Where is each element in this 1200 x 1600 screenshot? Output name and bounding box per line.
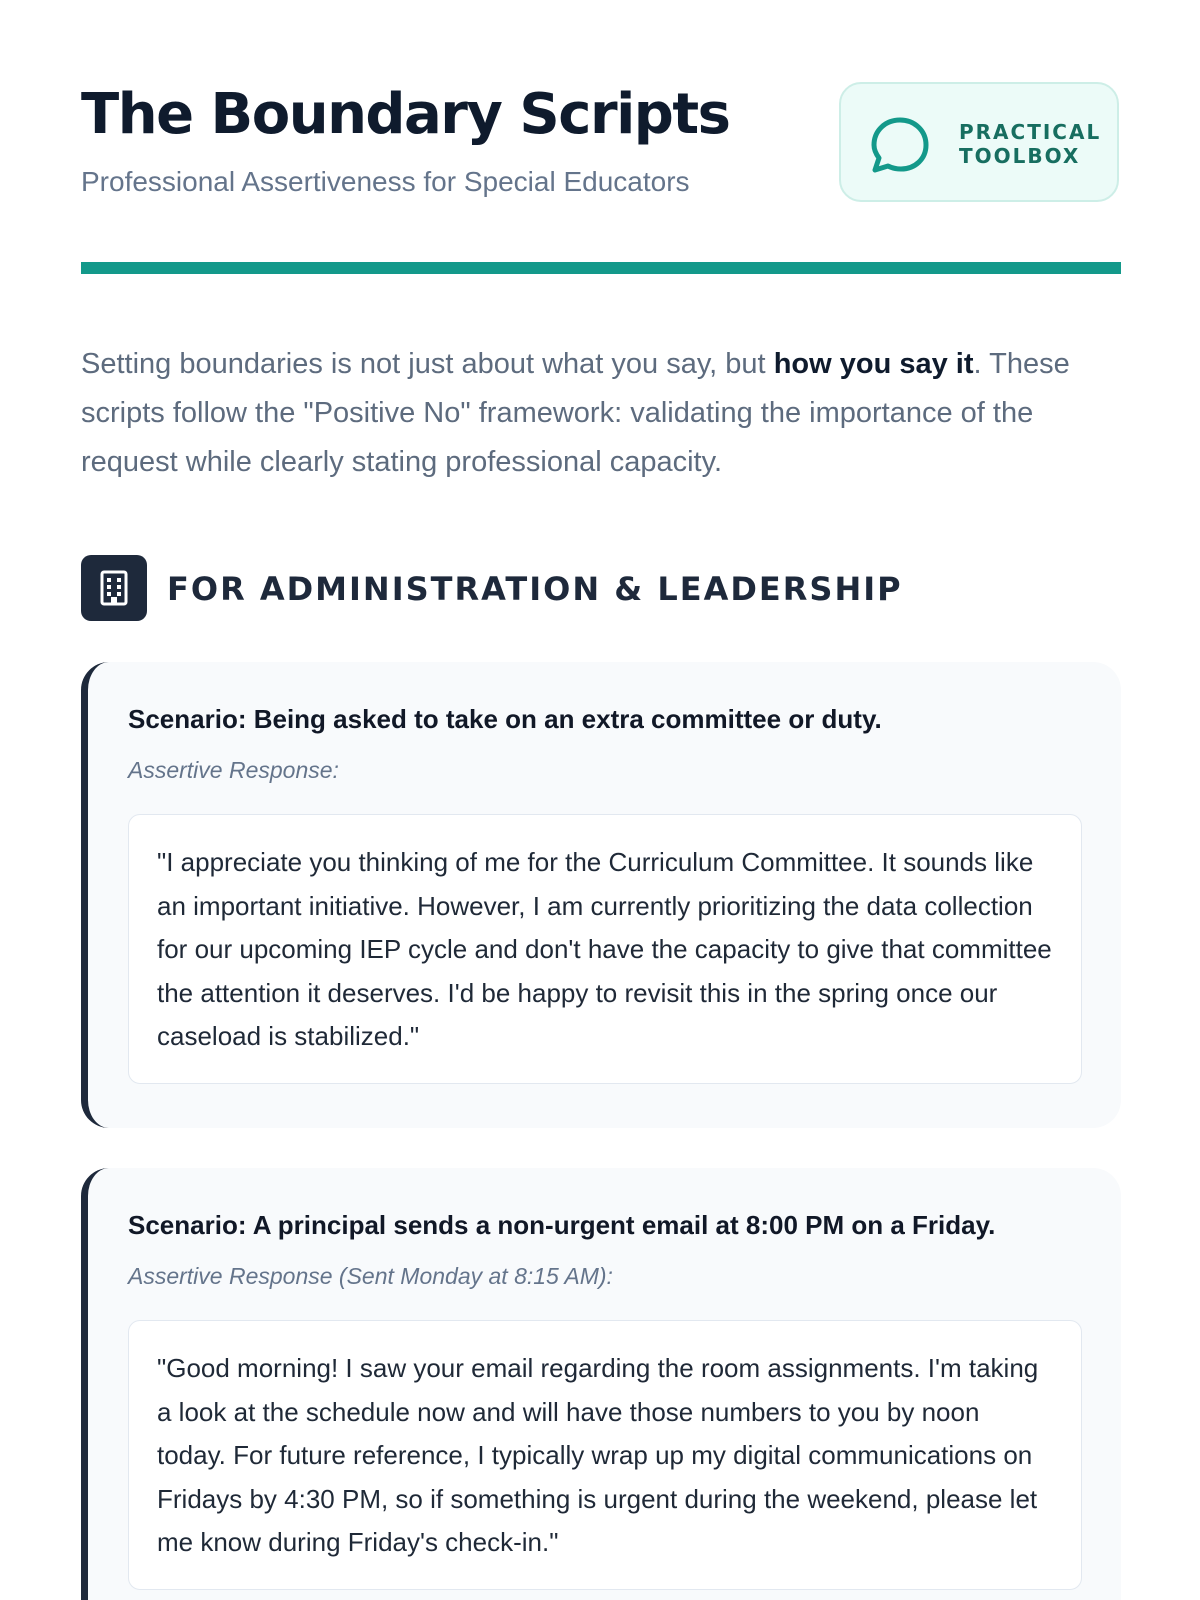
scenario-card (81, 1168, 1121, 1600)
response-label: Assertive Response (Sent Monday at 8:15 AM): (128, 1263, 613, 1289)
response-text: "Good morning! I saw your email regarding the room assignments. I'm taking a look at the schedule now and will have those numbers to you by noon today. For future reference, I typically wrap up my digital communications on Fridays by 4:30 PM, so if something is urgent during the weekend, please let me know during Friday's check-in." (157, 1353, 1039, 1557)
scenario-title: Scenario: A principal sends a non-urgent email at 8:00 PM on a Friday. (128, 1210, 996, 1240)
practical-toolbox-badge (839, 82, 1119, 202)
intro-paragraph (81, 340, 1121, 487)
page-subtitle: Professional Assertiveness for Special Educators (81, 166, 690, 197)
intro-emphasis: how you say it (773, 348, 974, 380)
response-script (128, 1320, 1082, 1590)
speech-bubble-icon (867, 112, 933, 178)
badge-label (959, 120, 1101, 168)
section-title: FOR ADMINISTRATION & LEADERSHIP (167, 570, 903, 608)
scenario-card (81, 662, 1121, 1128)
response-script (128, 814, 1082, 1084)
section-header (81, 555, 1121, 621)
badge-label-line2: TOOLBOX (959, 144, 1081, 168)
intro-text-end: . These scripts follow the "Positive No" framework: validating the importance of the request while clearly stating professional capacity. (81, 348, 1070, 478)
building-icon (81, 555, 147, 621)
scenario-title: Scenario: Being asked to take on an extra committee or duty. (128, 704, 882, 734)
badge-label-line1: PRACTICAL (959, 120, 1102, 144)
response-text: "I appreciate you thinking of me for the Curriculum Committee. It sounds like an important initiative. However, I am currently prioritizing the data collection for our upcoming IEP cycle and don't have the capacity to give that committee the attention it deserves. I'd be happy to revisit this in the spring once our caseload is stabilized." (157, 847, 1052, 1051)
intro-text-start: Setting boundaries is not just about what you say, but (81, 348, 774, 380)
header (81, 80, 1121, 210)
response-label: Assertive Response: (128, 757, 339, 783)
header-divider (81, 262, 1121, 274)
page-title: The Boundary Scripts (81, 82, 730, 147)
